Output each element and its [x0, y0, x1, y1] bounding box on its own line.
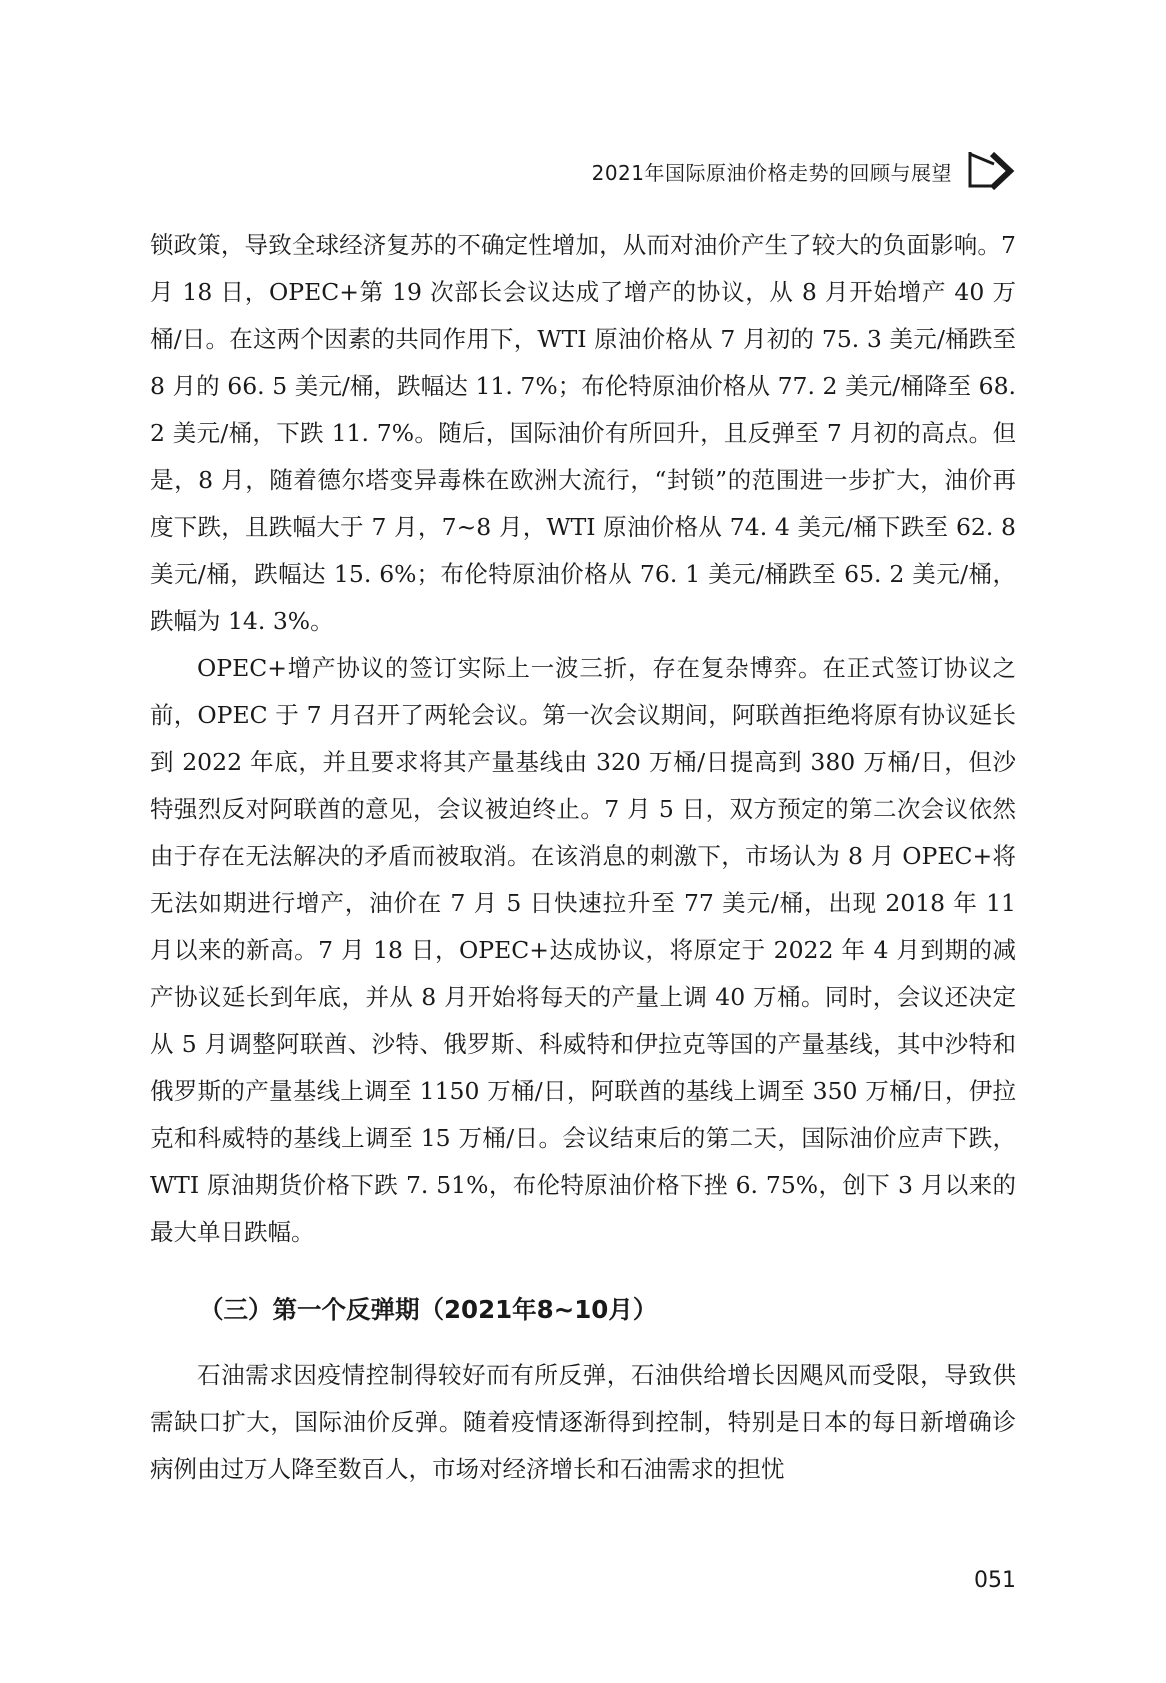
paragraph-opec-agreement: OPEC+增产协议的签订实际上一波三折，存在复杂博弈。在正式签订协议之前，OPEC 于 7 月召开了两轮会议。第一次会议期间，阿联酋拒绝将原有协议延长到 2022 年底，并且要求将其产量基线由 320 万桶/日提高到 380 万桶/日，但沙特强烈反对阿联酋的意见，会议被迫终止。7 月 5 日，双方预定的第二次会议依然由于存在无法解决的矛盾而被取消。在该消息的刺激下，市场认为 8 月 OPEC+将无法如期进行增产，油价在 7 月 5 日快速拉升至 77 美元/桶，出现 2018 年 11 月以来的新高。7 月 18 日，OPEC+达成协议，将原定于 2022 年 4 月到期的减产协议延长到年底，并从 8 月开始将每天的产量上调 40 万桶。同时，会议还决定从 5 月调整阿联酋、沙特、俄罗斯、科威特和伊拉克等国的产量基线，其中沙特和俄罗斯的产量基线上调至 1150 万桶/日，阿联酋的基线上调至 350 万桶/日，伊拉克和科威特的基线上调至 15 万桶/日。会议结束后的第二天，国际油价应声下跌，WTI 原油期货价格下跌 7. 51%，布伦特原油价格下挫 6. 75%，创下 3 月以来的最大单日跌幅。 — [150, 654, 1016, 1246]
paragraph-rebound-period: 石油需求因疫情控制得较好而有所反弹，石油供给增长因飓风而受限，导致供需缺口扩大，国际油价反弹。随着疫情逐渐得到控制，特别是日本的每日新增确诊病例由过万人降至数百人，市场对经济增长和石油需求的担忧 — [150, 1361, 1016, 1483]
running-header — [150, 150, 1016, 192]
paragraph-continued: 锁政策，导致全球经济复苏的不确定性增加，从而对油价产生了较大的负面影响。7 月 18 日，OPEC+第 19 次部长会议达成了增产的协议，从 8 月开始增产 40 万桶/日。在这两个因素的共同作用下，WTI 原油价格从 7 月初的 75. 3 美元/桶跌至 8 月的 66. 5 美元/桶，跌幅达 11. 7%；布伦特原油价格从 77. 2 美元/桶降至 68. 2 美元/桶，下跌 11. 7%。随后，国际油价有所回升，且反弹至 7 月初的高点。但是，8 月，随着德尔塔变异毒株在欧洲大流行，“封锁”的范围进一步扩大，油价再度下跌，且跌幅大于 7 月，7~8 月，WTI 原油价格从 74. 4 美元/桶下跌至 62. 8 美元/桶，跌幅达 15. 6%；布伦特原油价格从 76. 1 美元/桶跌至 65. 2 美元/桶，跌幅为 14. 3%。 — [150, 231, 1016, 635]
section-heading: （三）第一个反弹期（2021年8~10月） — [199, 1295, 658, 1324]
chevron-bracket-icon — [966, 150, 1016, 192]
running-header-title: 2021年国际原油价格走势的回顾与展望 — [591, 160, 952, 185]
page-number: 051 — [974, 1568, 1016, 1593]
page-body — [150, 222, 1016, 1493]
